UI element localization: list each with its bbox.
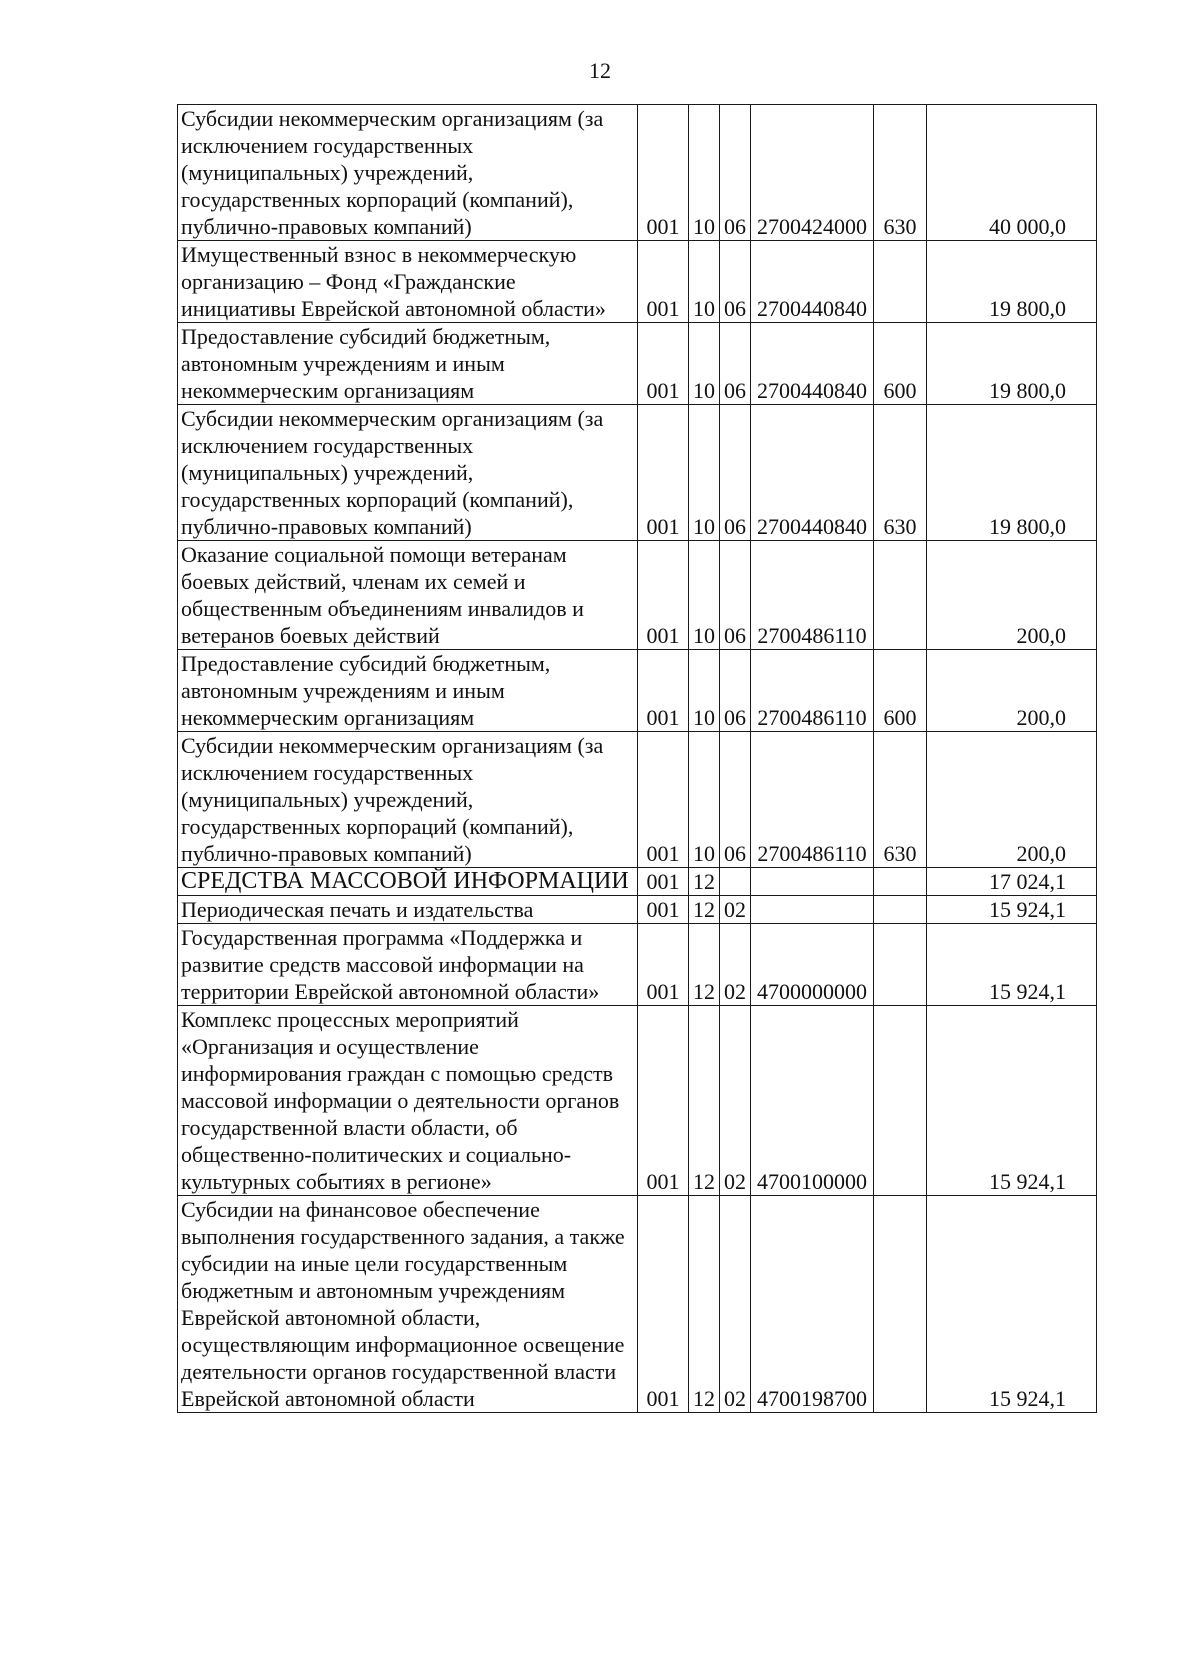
row-target-code: 2700424000 <box>751 105 874 241</box>
row-ved-code: 001 <box>638 1196 689 1413</box>
row-ved-code: 001 <box>638 650 689 732</box>
row-subsection-code: 02 <box>720 1196 751 1413</box>
row-expense-type <box>874 1006 927 1196</box>
table-row <box>178 924 1097 1006</box>
row-target-code: 4700198700 <box>751 1196 874 1413</box>
row-name: Субсидии некоммерческим организациям (за исключением государственных (муниципальных) учреждений, государственных корпораций (компаний), публично-правовых компаний) <box>178 732 638 868</box>
row-name: Предоставление субсидий бюджетным, автономным учреждениям и иным некоммерческим организациям <box>178 323 638 405</box>
row-subsection-code: 06 <box>720 105 751 241</box>
table-row <box>178 896 1097 924</box>
row-name: Субсидии некоммерческим организациям (за исключением государственных (муниципальных) учреждений, государственных корпораций (компаний), публично-правовых компаний) <box>178 105 638 241</box>
row-amount: 15 924,1 <box>927 924 1097 1006</box>
page-number: 12 <box>589 58 611 83</box>
row-amount: 15 924,1 <box>927 1196 1097 1413</box>
row-section-code: 12 <box>689 924 720 1006</box>
table-row <box>178 650 1097 732</box>
row-amount: 40 000,0 <box>927 105 1097 241</box>
row-target-code: 2700486110 <box>751 650 874 732</box>
row-name: Государственная программа «Поддержка и развитие средств массовой информации на территории Еврейской автономной области» <box>178 924 638 1006</box>
row-amount: 200,0 <box>927 541 1097 650</box>
row-expense-type <box>874 896 927 924</box>
row-ved-code: 001 <box>638 541 689 650</box>
row-ved-code: 001 <box>638 868 689 896</box>
row-subsection-code: 02 <box>720 1006 751 1196</box>
row-name: Предоставление субсидий бюджетным, автономным учреждениям и иным некоммерческим организациям <box>178 650 638 732</box>
row-section-code: 10 <box>689 541 720 650</box>
row-amount: 17 024,1 <box>927 868 1097 896</box>
row-subsection-code: 06 <box>720 541 751 650</box>
row-expense-type: 630 <box>874 405 927 541</box>
row-target-code: 2700440840 <box>751 323 874 405</box>
row-target-code: 2700440840 <box>751 405 874 541</box>
row-section-code: 12 <box>689 1006 720 1196</box>
row-subsection-code: 02 <box>720 896 751 924</box>
row-name: Комплекс процессных мероприятий «Организация и осуществление информирования граждан с помощью средств массовой информации о деятельности органов государственной власти области, об общественно-политических и социально-культурных событиях в регионе» <box>178 1006 638 1196</box>
row-ved-code: 001 <box>638 896 689 924</box>
table-row <box>178 541 1097 650</box>
row-expense-type <box>874 541 927 650</box>
row-amount: 19 800,0 <box>927 241 1097 323</box>
row-ved-code: 001 <box>638 924 689 1006</box>
row-section-code: 10 <box>689 650 720 732</box>
row-expense-type <box>874 924 927 1006</box>
table-row <box>178 732 1097 868</box>
row-name: Имущественный взнос в некоммерческую организацию – Фонд «Гражданские инициативы Еврейской автономной области» <box>178 241 638 323</box>
row-subsection-code: 02 <box>720 924 751 1006</box>
row-amount: 200,0 <box>927 732 1097 868</box>
row-target-code: 2700486110 <box>751 732 874 868</box>
row-name: Субсидии на финансовое обеспечение выполнения государственного задания, а также субсидии на иные цели государственным бюджетным и автономным учреждениям Еврейской автономной области, осуществляющим информационное освещение деятельности органов государственной власти Еврейской автономной области <box>178 1196 638 1413</box>
row-expense-type: 600 <box>874 650 927 732</box>
row-section-code: 12 <box>689 896 720 924</box>
row-ved-code: 001 <box>638 1006 689 1196</box>
row-subsection-code: 06 <box>720 405 751 541</box>
row-section-code: 10 <box>689 105 720 241</box>
row-amount: 15 924,1 <box>927 896 1097 924</box>
row-subsection-code: 06 <box>720 241 751 323</box>
row-ved-code: 001 <box>638 405 689 541</box>
table-row <box>178 405 1097 541</box>
row-expense-type <box>874 1196 927 1413</box>
row-target-code: 2700486110 <box>751 541 874 650</box>
row-target-code: 4700000000 <box>751 924 874 1006</box>
table-row <box>178 323 1097 405</box>
row-section-code: 12 <box>689 1196 720 1413</box>
row-target-code <box>751 868 874 896</box>
row-section-code: 10 <box>689 241 720 323</box>
row-section-code: 10 <box>689 732 720 868</box>
row-subsection-code: 06 <box>720 323 751 405</box>
row-expense-type <box>874 241 927 323</box>
row-name: СРЕДСТВА МАССОВОЙ ИНФОРМАЦИИ <box>178 868 638 896</box>
table-row <box>178 1196 1097 1413</box>
row-expense-type <box>874 868 927 896</box>
row-subsection-code: 06 <box>720 650 751 732</box>
table-row <box>178 105 1097 241</box>
row-expense-type: 630 <box>874 732 927 868</box>
row-subsection-code <box>720 868 751 896</box>
row-target-code <box>751 896 874 924</box>
row-ved-code: 001 <box>638 323 689 405</box>
row-section-code: 10 <box>689 323 720 405</box>
table-row <box>178 1006 1097 1196</box>
row-expense-type: 630 <box>874 105 927 241</box>
table-row <box>178 241 1097 323</box>
row-ved-code: 001 <box>638 105 689 241</box>
row-target-code: 2700440840 <box>751 241 874 323</box>
row-name: Субсидии некоммерческим организациям (за исключением государственных (муниципальных) учреждений, государственных корпораций (компаний), публично-правовых компаний) <box>178 405 638 541</box>
budget-table <box>177 104 1097 1413</box>
row-amount: 19 800,0 <box>927 405 1097 541</box>
row-amount: 200,0 <box>927 650 1097 732</box>
row-ved-code: 001 <box>638 241 689 323</box>
row-target-code: 4700100000 <box>751 1006 874 1196</box>
row-subsection-code: 06 <box>720 732 751 868</box>
row-expense-type: 600 <box>874 323 927 405</box>
row-amount: 19 800,0 <box>927 323 1097 405</box>
row-name: Периодическая печать и издательства <box>178 896 638 924</box>
row-amount: 15 924,1 <box>927 1006 1097 1196</box>
table-row <box>178 868 1097 896</box>
row-name: Оказание социальной помощи ветеранам боевых действий, членам их семей и общественным объединениям инвалидов и ветеранов боевых действий <box>178 541 638 650</box>
row-section-code: 12 <box>689 868 720 896</box>
row-ved-code: 001 <box>638 732 689 868</box>
row-section-code: 10 <box>689 405 720 541</box>
